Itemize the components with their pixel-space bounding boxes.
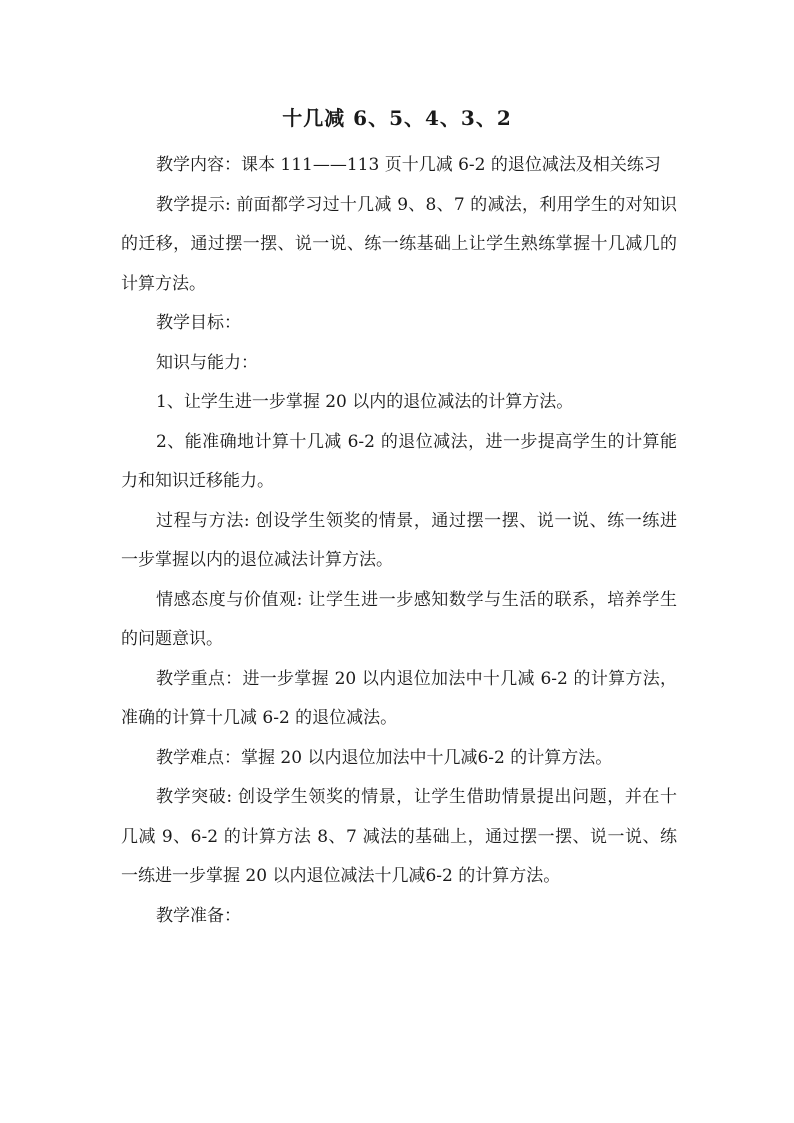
paragraph-teaching-hint: 教学提示: 前面都学习过十几减 9、8、7 的减法，利用学生的对知识的迁移，通过摆一摆、说一说、练一练基础上让学生熟练掌握十几减几的计算方法。 (121, 194, 677, 294)
paragraph-goal-2: 2、能准确地计算十几减 6-2 的退位减法，进一步提高学生的计算能力和知识迁移能力。 (121, 431, 677, 491)
paragraph-teaching-content: 教学内容：课本 111——113 页十几减 6-2 的退位减法及相关练习 (156, 155, 661, 175)
paragraph-difficulties: 教学难点：掌握 20 以内退位加法中十几减6-2 的计算方法。 (156, 747, 613, 768)
paragraph-goal-1: 1、让学生进一步掌握 20 以内的退位减法的计算方法。 (156, 392, 574, 412)
paragraph-teaching-goals-heading: 教学目标： (156, 313, 241, 333)
paragraph-process-method: 过程与方法: 创设学生领奖的情景，通过摆一摆、说一说、练一练进一步掌握以内的退位减法计算方法。 (121, 510, 677, 570)
document-title: 十几减 6、5、4、3、2 (282, 106, 512, 130)
paragraph-emotion-values: 情感态度与价值观: 让学生进一步感知数学与生活的联系，培养学生的问题意识。 (121, 589, 677, 649)
paragraph-key-points: 教学重点：进一步掌握 20 以内退位加法中十几减 6-2 的计算方法，准确的计算十几减 6-2 的退位减法。 (121, 668, 677, 728)
document-body (121, 146, 677, 936)
paragraph-breakthrough: 教学突破: 创设学生领奖的情景，让学生借助情景提出问题，并在十几减 9、6-2 的计算方法 8、7 减法的基础上，通过摆一摆、说一说、练一练进一步掌握 20 以内退位减法十几减6-2 的计算方法。 (121, 787, 677, 886)
paragraph-preparation: 教学准备： (156, 905, 241, 926)
paragraph-knowledge-ability-heading: 知识与能力： (156, 352, 258, 373)
